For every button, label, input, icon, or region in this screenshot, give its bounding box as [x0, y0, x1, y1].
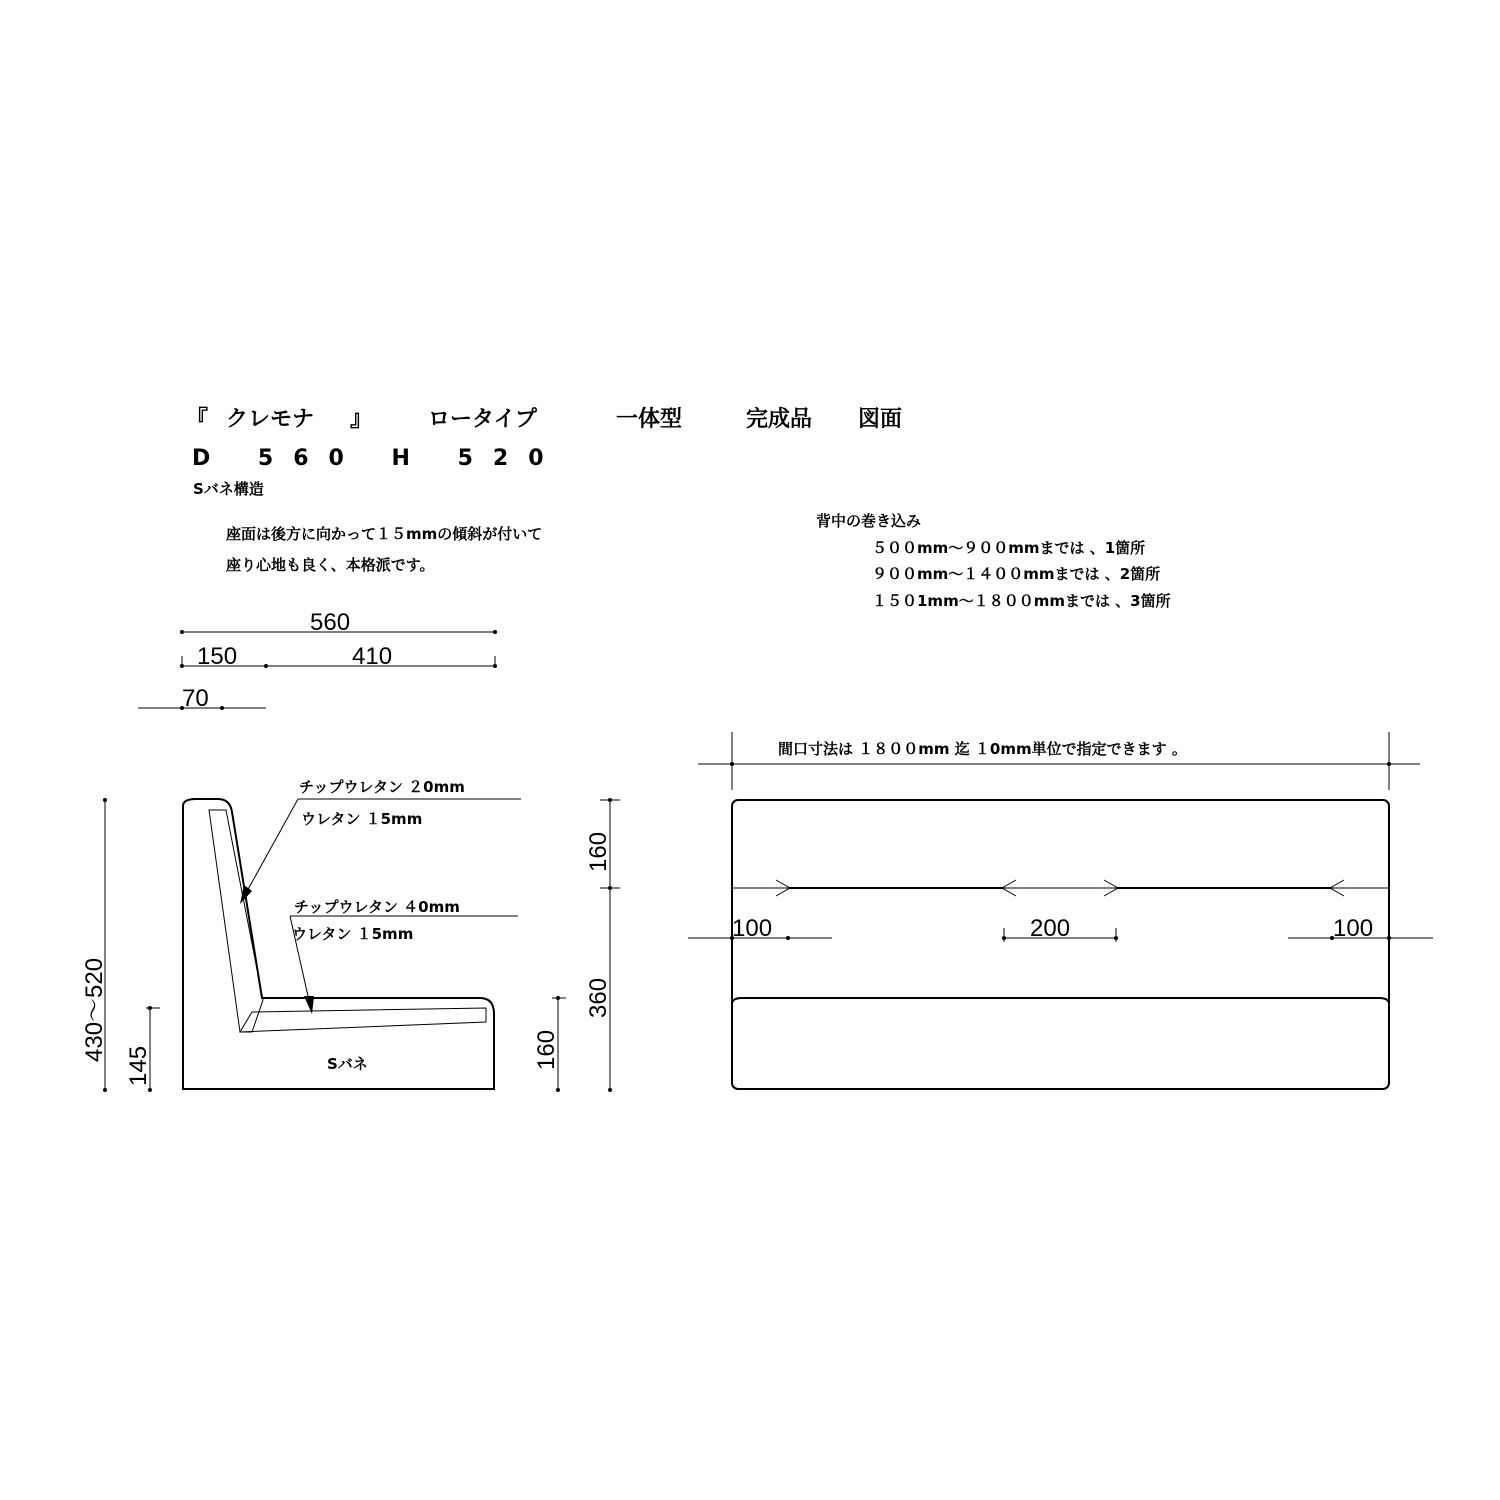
title-completed: 完成品 — [746, 407, 813, 432]
title-bracket-close: 』 — [350, 407, 373, 432]
dim-back-depth: 150 — [197, 643, 238, 670]
title-form: 一体型 — [616, 407, 683, 432]
sofa-side-outline — [183, 799, 494, 1089]
dim-back-top: 70 — [182, 685, 209, 712]
side-top-dimensions — [138, 609, 497, 712]
dim-seat-height: 160 — [533, 1029, 560, 1070]
dim-front-left: 100 — [732, 915, 773, 942]
title-drawing: 図面 — [858, 407, 903, 432]
side-view-profile — [183, 778, 521, 1089]
wrap-note-line: ５００mm～９００mmまでは 、1箇所 — [872, 539, 1146, 557]
seat-cushion-front-edge — [732, 998, 1389, 1004]
seat-chip-urethane-label: チップウレタン ４0mm — [294, 898, 460, 916]
title-product-name: クレモナ — [226, 407, 315, 432]
dim-total-depth: 560 — [310, 609, 351, 636]
back-chip-urethane-label: チップウレタン ２0mm — [299, 778, 465, 796]
seat-urethane-label: ウレタン １5mm — [292, 925, 414, 943]
wrap-note — [816, 512, 1171, 610]
dim-front-middle: 200 — [1030, 915, 1071, 942]
seat-note-line1: 座面は後方に向かって１５mmの傾斜が付いて — [226, 525, 543, 543]
width-note: 間口寸法は １８００mm 迄 １0mm単位で指定できます 。 — [778, 740, 1187, 758]
front-view — [688, 732, 1433, 1089]
dim-back-height: 160 — [585, 831, 612, 872]
dim-base-height: 145 — [125, 1045, 152, 1086]
title-type: ロータイプ — [428, 407, 537, 432]
side-right-dimensions — [533, 798, 620, 1092]
seat-cushion-section — [240, 1008, 486, 1032]
side-left-dimensions — [81, 798, 160, 1092]
back-cushion-section — [209, 810, 263, 1032]
wrap-note-line: ９００mm～１４００mmまでは 、2箇所 — [872, 565, 1161, 583]
size-line: D 560 H 520 — [192, 446, 564, 471]
dim-front-right: 100 — [1333, 915, 1374, 942]
title-block — [186, 406, 902, 498]
dim-total-height: 430～520 — [81, 957, 108, 1062]
dim-seat-depth: 410 — [352, 643, 393, 670]
back-urethane-label: ウレタン １5mm — [301, 810, 423, 828]
structure-label: Sバネ構造 — [193, 480, 264, 498]
seat-note — [226, 525, 542, 574]
seat-note-line2: 座り心地も良く、本格派です。 — [226, 556, 435, 574]
title-bracket-open: 『 — [186, 407, 209, 432]
dim-seat-to-floor: 360 — [585, 977, 612, 1018]
front-outline — [732, 800, 1389, 1089]
spring-label: Sバネ — [327, 1055, 368, 1073]
wrap-note-line: １５０1mm～１８００mmまでは 、3箇所 — [872, 592, 1171, 610]
wrap-note-title: 背中の巻き込み — [816, 512, 922, 530]
